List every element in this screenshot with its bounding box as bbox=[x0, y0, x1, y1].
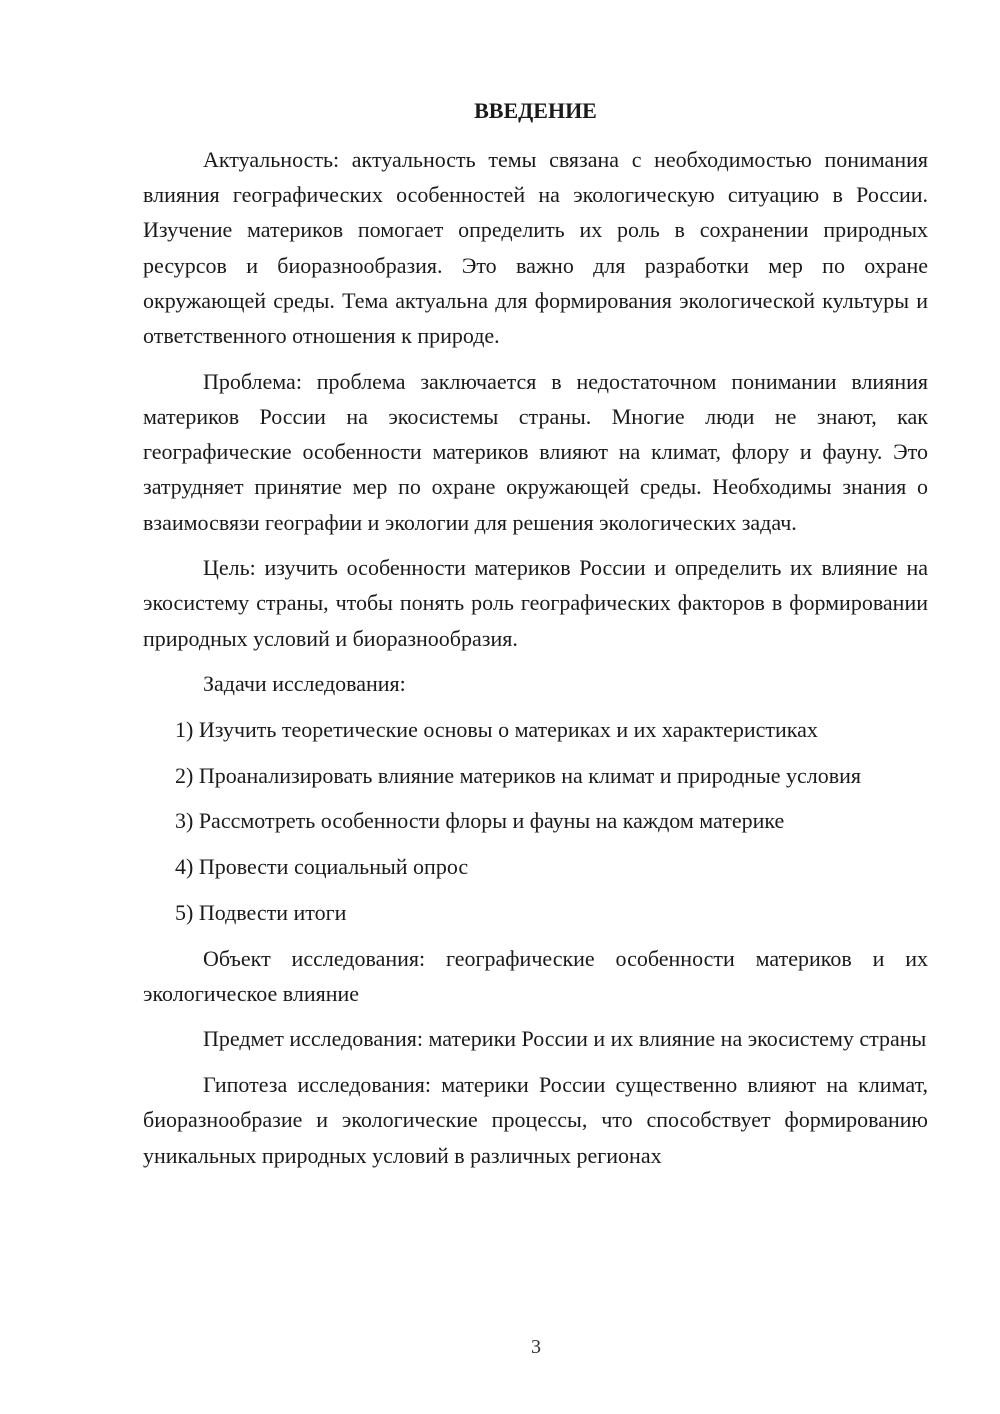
paragraph-tasks-heading: Задачи исследования: bbox=[203, 671, 406, 697]
paragraph-goal: Цель: изучить особенности материков России и определить их влияние на экосистему страны, чтобы понять роль географических факторов в формировании природных условий и биоразнообразия. bbox=[143, 555, 928, 651]
list-item-task-3: 3) Рассмотреть особенности флоры и фауны на каждом материке bbox=[175, 808, 785, 834]
document-body bbox=[143, 142, 928, 1183]
paragraph-problem: Проблема: проблема заключается в недостаточном понимании влияния материков России на экосистемы страны. Многие люди не знают, как географические особенности материков влияют на климат, флору и фауну. Это затрудняет принятие мер по охране окружающей среды. Необходимы знания о взаимосвязи географии и экологии для решения экологических задач. bbox=[143, 368, 928, 535]
list-item-task-1: 1) Изучить теоретические основы о материках и их характеристиках bbox=[175, 717, 818, 743]
paragraph-object: Объект исследования: географические особенности материков и их экологическое влияние bbox=[143, 945, 928, 1006]
list-item-task-2: 2) Проанализировать влияние материков на климат и природные условия bbox=[175, 762, 862, 788]
list-item-task-4: 4) Провести социальный опрос bbox=[175, 854, 469, 880]
page-number: 3 bbox=[531, 1336, 541, 1358]
paragraph-subject: Предмет исследования: материки России и их влияние на экосистему страны bbox=[203, 1026, 927, 1052]
paragraph-relevance: Актуальность: актуальность темы связана с необходимостью понимания влияния географических особенностей на экологическую ситуацию в России. Изучение материков помогает определить их роль в сохранении природных ресурсов и биоразнообразия. Это важно для разработки мер по охране окружающей среды. Тема актуальна для формирования экологической культуры и ответственного отношения к природе. bbox=[143, 147, 928, 349]
paragraph-hypothesis: Гипотеза исследования: материки России существенно влияют на климат, биоразнообразие и экологические процессы, что способствует формированию уникальных природных условий в различных регионах bbox=[143, 1072, 928, 1168]
page-title: ВВЕДЕНИЕ bbox=[474, 98, 597, 123]
list-item-task-5: 5) Подвести итоги bbox=[175, 899, 347, 925]
